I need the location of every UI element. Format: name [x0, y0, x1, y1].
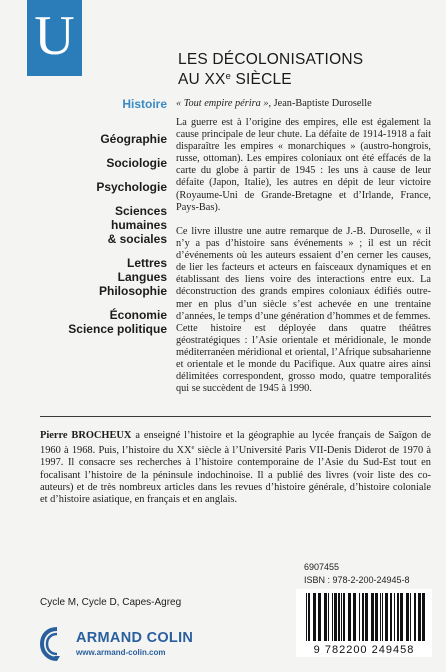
discipline-humaines: humaines [110, 218, 167, 232]
title-line-1: LES DÉCOLONISATIONS [178, 51, 364, 68]
barcode-bars-icon [296, 589, 432, 657]
divider [40, 416, 431, 417]
discipline-histoire: Histoire [122, 97, 167, 111]
barcode-bar [353, 593, 356, 641]
isbn: ISBN : 978-2-200-24945-8 [304, 575, 410, 585]
barcode-bar [343, 593, 345, 641]
barcode-bar [313, 593, 316, 641]
barcode-bar [338, 593, 340, 641]
discipline-philosophie: Philosophie [98, 284, 167, 298]
barcode [296, 589, 432, 657]
discipline-sociales: & sociales [107, 232, 167, 246]
author-bio: Pierre BROCHEUX a enseigné l’histoire et la géographie au lycée français de Saïgon de 1960 à 1968. Puis, l’histoire du XXe siècle à l’Université Paris VII-Denis Diderot de 1970 à 1997. Il consacre ses recherches à l’histoire contemporaine de l’Asie du Sud-Est tout en focalisant l’histoire de la péninsule indochinoise. Il a publié des livres (voir liste des co-auteurs) et de très nombreux articles dans les revues d’histoire générale, d’histoire coloniale et d’histoire asiatique, en français et en anglais. [40, 430, 431, 506]
barcode-bar [306, 593, 307, 641]
epigraph [176, 98, 431, 110]
discipline-langues: Langues [117, 270, 167, 284]
barcode-bar [328, 593, 329, 641]
publisher-url: www.armand-colin.com [76, 648, 166, 657]
barcode-bar [318, 593, 321, 641]
barcode-bar [410, 593, 411, 641]
discipline-sociologie: Sociologie [106, 156, 167, 170]
barcode-bar [332, 593, 333, 641]
description-paragraph-1: La guerre est à l’origine des empires, elle est également la cause principale de leur chute. La défaite de 1914-1918 a fait disparaître les empires « monarchiques » (austro-hongrois, russe, ottoman). Les empires coloniaux ont été effacés de la carte du globe à partir de 1945 : les uns à cause de leur défaite (Japon, Italie), les autres en dépit de leur victoire (Royaume-Uni de Grande-Bretagne et d’Irlande, France, Pays-Bas). [176, 117, 431, 213]
barcode-bar [397, 593, 399, 641]
discipline-lettres: Lettres [126, 256, 167, 270]
armand-colin-emblem-icon [40, 626, 74, 662]
series-logo [27, 0, 82, 76]
barcode-bar [385, 593, 388, 641]
barcode-bar [362, 593, 364, 641]
barcode-bar [375, 593, 378, 641]
barcode-bar [359, 593, 360, 641]
barcode-bar [308, 593, 310, 641]
epigraph-quote: « Tout empire périra » [176, 98, 269, 109]
barcode-bar [414, 593, 416, 641]
barcode-bar [422, 593, 425, 641]
barcode-bar [382, 593, 383, 641]
product-code: 6907455 [304, 562, 340, 572]
cycles: Cycle M, Cycle D, Capes-Agreg [40, 597, 182, 608]
description-paragraph-3: Cette histoire est déployée dans quatre théâtres géostratégiques : l’Asie orientale et méridionale, le monde méditerranéen méridional et oriental, l’Afrique subsaharienne et orientale et le monde du Pacifique. Aux quatre aires ainsi délimitées correspondent, grosso modo, quatre temporalités qui se succèdent de 1945 à 1990. [176, 323, 431, 395]
series-letter: U [34, 5, 75, 67]
discipline-economie: Économie [109, 308, 167, 322]
title-line-2: AU XXe SIÈCLE [178, 71, 292, 88]
barcode-bar [371, 593, 374, 641]
barcode-bar [380, 593, 381, 641]
discipline-geographie: Géographie [100, 132, 167, 146]
barcode-bar [365, 593, 368, 641]
barcode-bar [348, 593, 351, 641]
barcode-bar [341, 593, 342, 641]
barcode-bar [406, 593, 409, 641]
description-paragraph-2: Ce livre illustre une autre remarque de J.-B. Duroselle, « il n’y a pas d’histoire sans événements » ; il est un récit d’événements où les auteurs essaient d’en cerner les causes, de lier les facteurs et acteurs en faisceaux dynamiques et en établissant des liens voire des interactions entre eux. La déconstruction des grands empires coloniaux édifiés outre-mer en plus d’un siècle s’est achevée en une trentaine d’années, le temps d’une génération d’hommes et de femmes. [176, 226, 431, 322]
barcode-bar [394, 593, 395, 641]
author-name: Pierre BROCHEUX [40, 430, 132, 441]
publisher-logo [40, 626, 200, 666]
discipline-science-politique: Science politique [68, 322, 167, 336]
publisher-name: ARMAND COLIN [76, 630, 194, 646]
discipline-sciences: Sciences [114, 204, 167, 218]
barcode-bar [418, 593, 421, 641]
barcode-digits: 9 782200 249458 [313, 644, 415, 656]
book-title [178, 51, 428, 88]
barcode-bar [334, 593, 337, 641]
barcode-bar [390, 593, 392, 641]
discipline-psychologie: Psychologie [96, 180, 167, 194]
barcode-bar [400, 593, 403, 641]
barcode-bar [324, 593, 327, 641]
epigraph-attribution: , Jean-Baptiste Duroselle [268, 98, 372, 109]
